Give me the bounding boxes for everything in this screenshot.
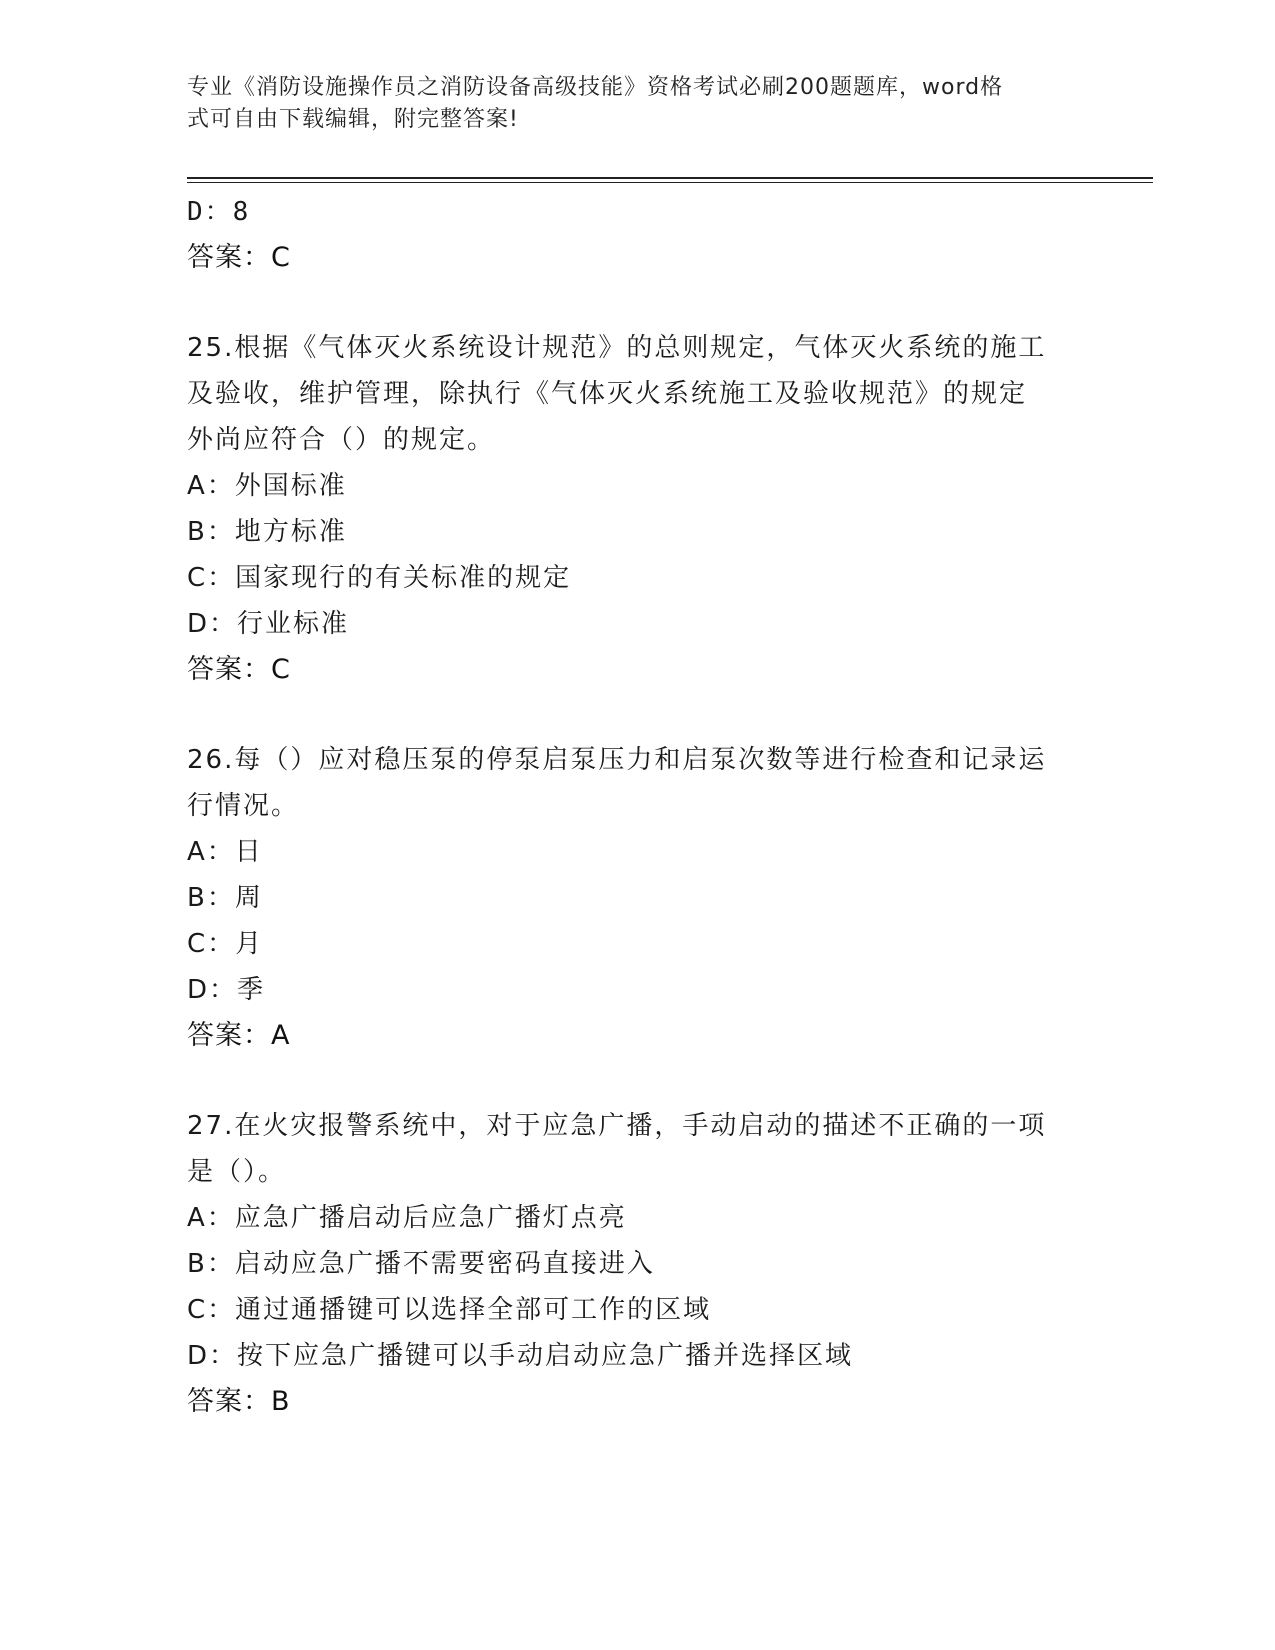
option-a: A：日 xyxy=(187,837,263,867)
option-b: B：周 xyxy=(187,883,263,913)
question-text-line: 及验收，维护管理，除执行《气体灭火系统施工及验收规范》的规定 xyxy=(187,379,1028,409)
option-c: C：国家现行的有关标准的规定 xyxy=(187,563,572,593)
option-b: B：启动应急广播不需要密码直接进入 xyxy=(187,1249,655,1279)
question-block-26 xyxy=(187,737,1087,1059)
spacer xyxy=(187,281,1087,325)
question-text-line: 27.在火灾报警系统中，对于应急广播，手动启动的描述不正确的一项 xyxy=(187,1111,1047,1141)
question-block-25 xyxy=(187,325,1087,693)
option-d: D：按下应急广播键可以手动启动应急广播并选择区域 xyxy=(187,1341,854,1371)
option-a: A：应急广播启动后应急广播灯点亮 xyxy=(187,1203,627,1233)
question-text-line: 是（）。 xyxy=(187,1157,287,1187)
question-text-line: 外尚应符合（）的规定。 xyxy=(187,425,496,455)
question-text-line: 25.根据《气体灭火系统设计规范》的总则规定，气体灭火系统的施工 xyxy=(187,333,1047,363)
option-d: D：行业标准 xyxy=(187,609,350,639)
option-c: C：月 xyxy=(187,929,264,959)
prev-answer: 答案：C xyxy=(187,242,291,273)
option-b: B：地方标准 xyxy=(187,517,347,547)
question-block-27 xyxy=(187,1103,1087,1425)
header-rule-thin xyxy=(187,182,1153,183)
question-text-line: 26.每（）应对稳压泵的停泵启泵压力和启泵次数等进行检查和记录运 xyxy=(187,745,1047,775)
document-body xyxy=(187,189,1087,1425)
answer: 答案：B xyxy=(187,1386,291,1417)
spacer xyxy=(187,1059,1087,1103)
prev-option-d: D：8 xyxy=(187,197,251,227)
answer: 答案：A xyxy=(187,1020,291,1051)
header-line-2: 式可自由下载编辑，附完整答案! xyxy=(187,107,519,132)
option-c: C：通过通播键可以选择全部可工作的区域 xyxy=(187,1295,712,1325)
spacer xyxy=(187,693,1087,737)
page-header xyxy=(187,72,1067,136)
option-a: A：外国标准 xyxy=(187,471,347,501)
header-rule-thick xyxy=(187,177,1153,179)
answer: 答案：C xyxy=(187,654,291,685)
header-line-1: 专业《消防设施操作员之消防设备高级技能》资格考试必刷200题题库，word格 xyxy=(187,75,1004,100)
question-text-line: 行情况。 xyxy=(187,791,300,821)
option-d: D：季 xyxy=(187,975,266,1005)
